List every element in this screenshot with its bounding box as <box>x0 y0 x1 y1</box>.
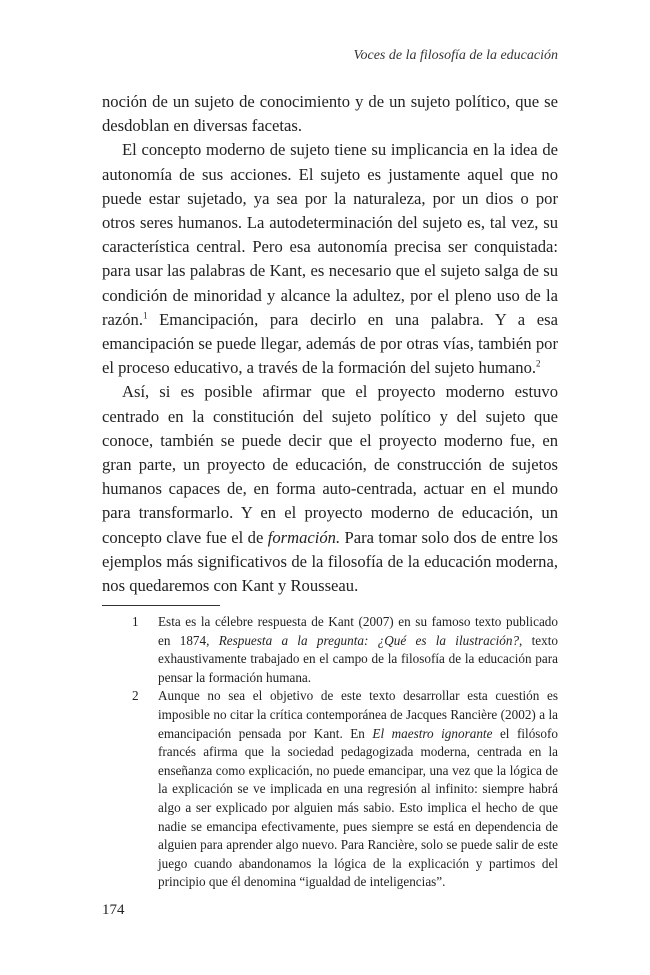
footnote-text-b: el filósofo francés afirma que la sociedad pedagogizada moderna, centrada en la enseñanza como explicación, no puede emancipar, una vez que la lógica de la explicación se ve implicada en una regresión al infinito: siempre habrá algo a ser explicado por alguien más sabio. Esto implica el hecho de que nadie se emancipa efectivamente, pues siempre se está en dependencia de alguien para aprender algo nuevo. Para Rancière, solo se puede salir de este juego cuando abandonamos la lógica de la explicación y partimos del principio que él denomina “igualdad de inteligencias”. <box>158 725 558 890</box>
running-header: Voces de la filosofía de la educación <box>353 48 558 63</box>
footnote-ref-1: 1 <box>143 310 148 321</box>
footnote-text-a: Aunque no sea el objetivo de este texto desarrollar esta cuestión es imposible no citar la crítica contemporánea de Jacques Rancière (2002) a la emancipación pensada por Kant. En <box>158 688 558 741</box>
footnote-text <box>158 613 558 687</box>
footnote-emphasis: Respuesta a la pregunta: ¿Qué es la ilustración? <box>218 632 520 648</box>
footnotes <box>102 613 558 892</box>
footnote-text-a: Esta es la célebre respuesta de Kant (2007) en su famoso texto publicado en 1874, <box>158 614 558 648</box>
footnote-text <box>158 687 558 892</box>
paragraph-1: noción de un sujeto de conocimiento y de un sujeto político, que se desdoblan en diversas facetas. <box>102 92 558 136</box>
footnote-emphasis: El maestro ignorante <box>372 725 493 741</box>
paragraph-2-text-a: El concepto moderno de sujeto tiene su implicancia en la idea de autonomía de sus acciones. El sujeto es justamente aquel que no puede estar sujetado, ya sea por la naturaleza, por un dios o por otros seres humanos. La autodeterminación del sujeto es, tal vez, su característica central. Pero esa autonomía precisa ser conquistada: para usar las palabras de Kant, es necesario que el sujeto salga de su condición de minoridad y alcance la adultez, por el pleno uso de la razón. <box>102 140 558 329</box>
footnote-ref-2: 2 <box>536 358 541 369</box>
paragraph-3-emphasis: formación. <box>267 527 341 547</box>
footnote-text-b: , texto exhaustivamente trabajado en el campo de la filosofía de la educación para pensar la formación humana. <box>158 632 558 685</box>
footnote-number: 2 <box>132 688 139 704</box>
footnote-number: 1 <box>132 614 139 629</box>
paragraph-2 <box>102 138 558 380</box>
footnote-2 <box>102 687 558 892</box>
footnote-separator <box>102 605 220 606</box>
paragraph-2-text-b: Emancipación, para decirlo en una palabra. Y a esa emancipación se puede llegar, además de por otras vías, también por el proceso educativo, a través de la formación del sujeto humano. <box>102 309 558 378</box>
paragraph-3-text-b: Para tomar solo dos de entre los ejemplos más significativos de la filosofía de la educación moderna, nos quedaremos con Kant y Rousseau. <box>102 527 559 596</box>
main-text <box>102 90 558 598</box>
footnote-1 <box>102 613 558 687</box>
page-number: 174 <box>102 902 125 918</box>
paragraph-3 <box>102 380 558 598</box>
paragraph-3-text-a: Así, si es posible afirmar que el proyecto moderno estuvo centrado en la constitución del sujeto político y del sujeto que conoce, también se puede decir que el proyecto moderno fue, en gran parte, un proyecto de educación, de construcción de sujetos humanos capaces de, en forma auto-centrada, actuar en el mundo para transformarlo. Y en el proyecto moderno de educación, un concepto clave fue el de <box>102 382 558 547</box>
